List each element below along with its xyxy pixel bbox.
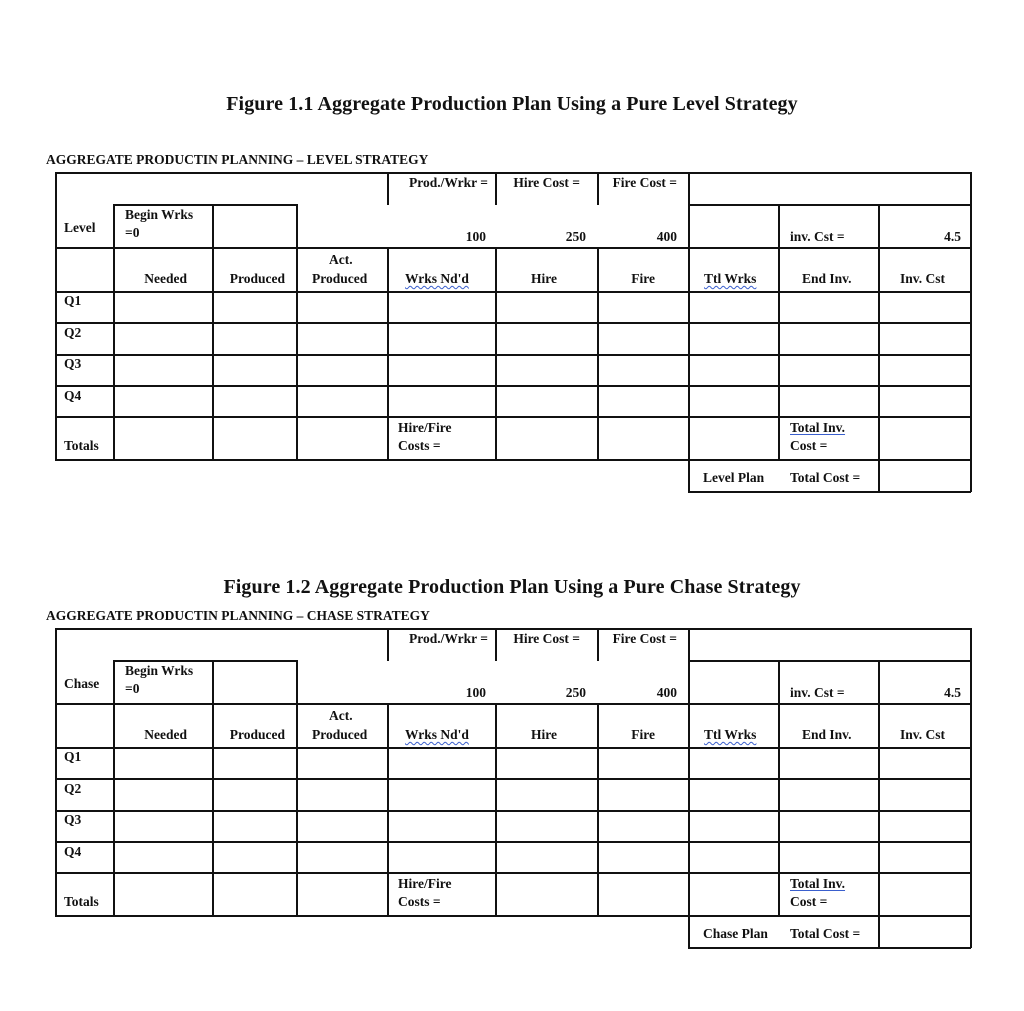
grid-line xyxy=(778,703,780,916)
grid-line xyxy=(688,947,971,949)
fire-cost-value: 400 xyxy=(656,229,677,244)
inv-cost-value: 4.5 xyxy=(944,229,961,244)
hire-fire-costs-line1: Hire/Fire xyxy=(398,420,452,435)
grid-line xyxy=(878,204,880,248)
grid-line xyxy=(113,204,297,206)
grid-line xyxy=(878,703,880,916)
grid-line xyxy=(495,703,497,916)
col-hire: Hire xyxy=(531,271,557,286)
totals-label: Totals xyxy=(64,894,99,909)
grid-line xyxy=(55,628,57,916)
grid-line xyxy=(55,872,971,874)
grid-line xyxy=(55,703,971,705)
grid-line xyxy=(55,247,971,249)
grid-line xyxy=(55,778,971,780)
grid-line xyxy=(55,810,971,812)
prod-per-worker-label: Prod./Wrkr = xyxy=(409,175,488,190)
grid-line xyxy=(878,915,880,948)
fire-cost-label: Fire Cost = xyxy=(612,175,677,190)
grid-line xyxy=(597,247,599,460)
col-hire: Hire xyxy=(531,727,557,742)
col-fire: Fire xyxy=(631,727,655,742)
quarter-label: Q3 xyxy=(64,356,82,371)
col-workers-needed: Wrks Nd'd xyxy=(405,271,469,286)
col-total-workers: Ttl Wrks xyxy=(704,271,757,286)
col-total-workers: Ttl Wrks xyxy=(704,727,757,742)
hire-cost-label: Hire Cost = xyxy=(513,175,580,190)
grid-line xyxy=(387,172,389,205)
grid-line xyxy=(878,459,880,492)
begin-workers-value: =0 xyxy=(125,225,140,240)
grid-line xyxy=(597,628,599,661)
grid-line xyxy=(688,628,690,661)
grid-line xyxy=(387,703,389,916)
hire-cost-value: 250 xyxy=(565,685,586,700)
grid-line xyxy=(688,660,690,704)
col-end-inv: End Inv. xyxy=(802,271,852,286)
grid-line xyxy=(212,204,214,460)
grid-line xyxy=(495,172,497,205)
begin-workers-label: Begin Wrks xyxy=(125,663,194,678)
grid-line xyxy=(55,354,971,356)
grid-line xyxy=(688,915,690,948)
col-inv-cost: Inv. Cst xyxy=(900,271,946,286)
col-produced: Produced xyxy=(229,271,285,286)
total-inv-cost-line1: Total Inv. xyxy=(790,876,846,891)
figure-2-title: Figure 1.2 Aggregate Production Plan Using a Pure Chase Strategy xyxy=(223,576,801,598)
grid-line xyxy=(296,204,298,248)
strategy-label: Chase xyxy=(64,676,100,691)
grid-line xyxy=(688,204,971,206)
total-inv-cost-line2: Cost = xyxy=(790,438,828,453)
begin-workers-value: =0 xyxy=(125,681,140,696)
grid-line xyxy=(688,204,690,248)
prod-per-worker-value: 100 xyxy=(465,229,486,244)
grid-line xyxy=(778,660,780,704)
grid-line xyxy=(55,628,971,630)
grid-line xyxy=(296,247,298,460)
total-cost-label: Total Cost = xyxy=(790,470,861,485)
grid-line xyxy=(878,247,880,460)
grid-line xyxy=(296,660,298,704)
grid-line xyxy=(212,660,214,916)
total-inv-cost-line1: Total Inv. xyxy=(790,420,846,435)
quarter-label: Q4 xyxy=(64,388,82,403)
grid-line xyxy=(688,247,690,460)
grid-line xyxy=(878,660,880,704)
quarter-label: Q2 xyxy=(64,781,82,796)
grid-line xyxy=(688,491,971,493)
fire-cost-label: Fire Cost = xyxy=(612,631,677,646)
col-fire: Fire xyxy=(631,271,655,286)
plan-label: Level Plan xyxy=(703,470,765,485)
quarter-label: Q4 xyxy=(64,844,82,859)
hire-fire-costs-line2: Costs = xyxy=(398,438,441,453)
strategy-label: Level xyxy=(64,220,96,235)
hire-cost-label: Hire Cost = xyxy=(513,631,580,646)
grid-line xyxy=(113,660,115,916)
grid-line xyxy=(495,247,497,460)
col-act-produced-line2: Produced xyxy=(312,271,368,286)
grid-line xyxy=(55,172,57,460)
figure-1-title: Figure 1.1 Aggregate Production Plan Using a Pure Level Strategy xyxy=(226,93,798,115)
grid-line xyxy=(55,172,971,174)
grid-line xyxy=(778,204,780,248)
hire-cost-value: 250 xyxy=(565,229,586,244)
col-produced: Produced xyxy=(229,727,285,742)
col-workers-needed: Wrks Nd'd xyxy=(405,727,469,742)
col-act-produced-line2: Produced xyxy=(312,727,368,742)
grid-line xyxy=(55,291,971,293)
grid-line xyxy=(55,416,971,418)
grid-line xyxy=(778,247,780,460)
grid-line xyxy=(113,204,115,460)
grid-line xyxy=(55,459,971,461)
col-needed: Needed xyxy=(144,271,187,286)
grid-line xyxy=(688,172,690,205)
plan-label: Chase Plan xyxy=(703,926,768,941)
prod-per-worker-label: Prod./Wrkr = xyxy=(409,631,488,646)
grid-line xyxy=(597,703,599,916)
grid-line xyxy=(387,247,389,460)
section-title-chase: AGGREGATE PRODUCTIN PLANNING – CHASE STRATEGY xyxy=(46,608,430,623)
col-needed: Needed xyxy=(144,727,187,742)
quarter-label: Q2 xyxy=(64,325,82,340)
quarter-label: Q3 xyxy=(64,812,82,827)
grid-line xyxy=(55,322,971,324)
quarter-label: Q1 xyxy=(64,749,82,764)
grid-line xyxy=(495,628,497,661)
inv-cost-label: inv. Cst = xyxy=(790,685,845,700)
grid-line xyxy=(970,172,972,492)
grid-line xyxy=(688,459,690,492)
fire-cost-value: 400 xyxy=(656,685,677,700)
grid-line xyxy=(688,703,690,916)
total-inv-cost-line2: Cost = xyxy=(790,894,828,909)
grid-line xyxy=(55,915,971,917)
inv-cost-value: 4.5 xyxy=(944,685,961,700)
grid-line xyxy=(688,660,971,662)
hire-fire-costs-line1: Hire/Fire xyxy=(398,876,452,891)
quarter-label: Q1 xyxy=(64,293,82,308)
grid-line xyxy=(970,628,972,948)
hire-fire-costs-line2: Costs = xyxy=(398,894,441,909)
totals-label: Totals xyxy=(64,438,99,453)
grid-line xyxy=(55,747,971,749)
total-cost-label: Total Cost = xyxy=(790,926,861,941)
begin-workers-label: Begin Wrks xyxy=(125,207,194,222)
col-act-produced-line1: Act. xyxy=(329,708,353,723)
section-title-level: AGGREGATE PRODUCTIN PLANNING – LEVEL STRATEGY xyxy=(46,152,429,167)
col-act-produced-line1: Act. xyxy=(329,252,353,267)
prod-per-worker-value: 100 xyxy=(465,685,486,700)
col-inv-cost: Inv. Cst xyxy=(900,727,946,742)
inv-cost-label: inv. Cst = xyxy=(790,229,845,244)
grid-line xyxy=(55,841,971,843)
grid-line xyxy=(387,628,389,661)
grid-line xyxy=(597,172,599,205)
grid-line xyxy=(113,660,297,662)
col-end-inv: End Inv. xyxy=(802,727,852,742)
grid-line xyxy=(296,703,298,916)
grid-line xyxy=(55,385,971,387)
